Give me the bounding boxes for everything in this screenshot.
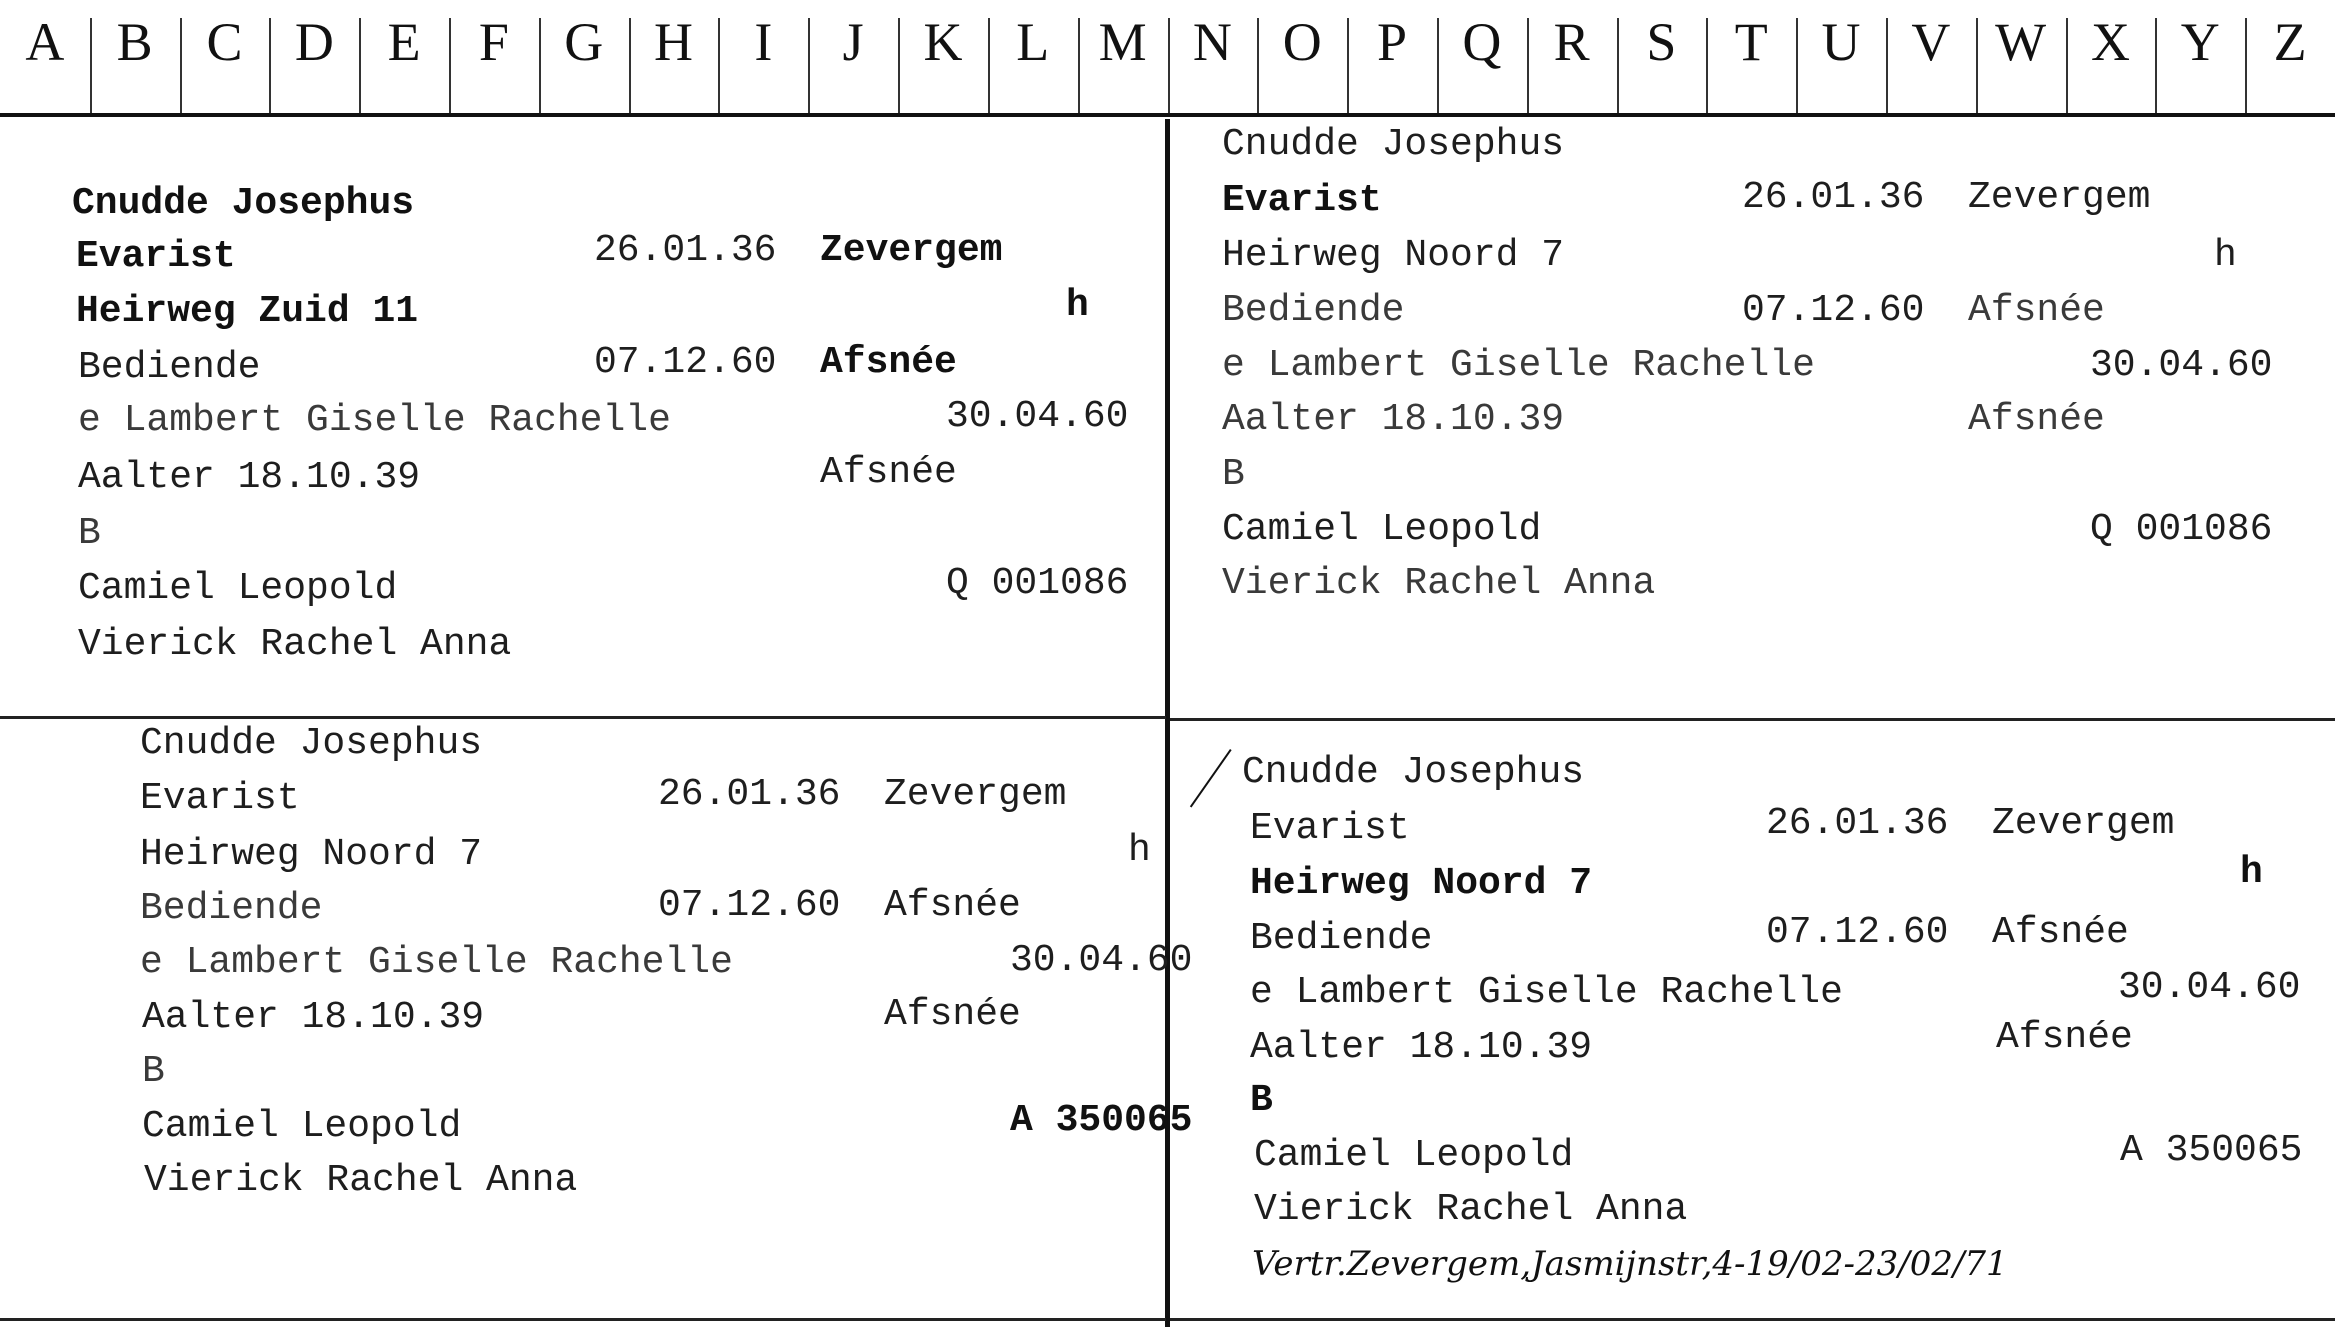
index-letter-g: G [564,12,604,72]
card-mother: Vierick Rachel Anna [1222,562,1656,605]
card-marriage-date: 07.12.60 [1766,911,1949,954]
index-separator [269,18,271,113]
index-separator [1617,18,1619,113]
card-name: Cnudde Josephus [72,182,415,225]
card-code-b: B [78,512,101,555]
card-spouse-birth: 30.04.60 [2118,966,2301,1009]
card-birth-place: Zevergem [1968,176,2151,219]
index-separator [808,18,810,113]
index-letter-t: T [1734,12,1768,72]
card-handwritten-note: Vertr.Zevergem,Jasmijnstr,4-19/02-23/02/71 [1252,1244,2008,1284]
index-separator [629,18,631,113]
index-letter-z: Z [2273,12,2307,72]
card-birth-date: 26.01.36 [1742,176,1925,219]
card-spouse-birth: 30.04.60 [946,395,1129,438]
index-separator [1886,18,1888,113]
index-separator [1437,18,1439,113]
index-letter-b: B [116,12,153,72]
index-separator [1168,18,1170,113]
index-separator [180,18,182,113]
card-name: Cnudde Josephus [1242,751,1585,794]
card-birth-place: Zevergem [884,773,1067,816]
card-birth-date: 26.01.36 [1766,802,1949,845]
index-separator [1078,18,1080,113]
index-card-bottom-right [1170,721,2335,1318]
card-file-number: Q 001086 [2090,508,2273,551]
card-marriage-place: Afsnée [884,884,1021,927]
card-spouse-origin: Aalter 18.10.39 [78,456,421,499]
card-sex: h [2240,851,2263,894]
card-code-b: B [142,1050,165,1093]
index-card-top-left [0,119,1165,716]
index-letter-k: K [923,12,963,72]
index-letter-a: A [25,12,65,72]
card-sex: h [2214,234,2237,277]
index-letter-h: H [654,12,694,72]
card-father: Camiel Leopold [1222,508,1542,551]
card-name: Cnudde Josephus [1222,123,1565,166]
card-spouse-origin: Aalter 18.10.39 [142,996,485,1039]
index-separator [1347,18,1349,113]
card-spouse-place: Afsnée [884,993,1021,1036]
card-spouse-birth: 30.04.60 [2090,344,2273,387]
index-letter-m: M [1098,12,1147,72]
index-letter-q: Q [1462,12,1502,72]
card-bottom-edge-right [1170,1318,2335,1321]
index-letter-d: D [294,12,334,72]
index-letter-r: R [1553,12,1590,72]
index-separator [1796,18,1798,113]
card-occupation: Bediende [140,887,323,930]
card-marriage-date: 07.12.60 [658,884,841,927]
card-spouse: e Lambert Giselle Rachelle [78,399,671,442]
card-spouse-origin: Aalter 18.10.39 [1250,1026,1593,1069]
card-occupation: Bediende [78,346,261,389]
card-name: Cnudde Josephus [140,722,483,765]
index-letter-s: S [1646,12,1677,72]
index-letter-v: V [1911,12,1951,72]
card-spouse: e Lambert Giselle Rachelle [140,941,733,984]
index-separator [898,18,900,113]
index-letter-u: U [1821,12,1861,72]
card-address: Heirweg Zuid 11 [76,290,419,333]
index-letter-o: O [1282,12,1322,72]
card-father: Camiel Leopold [78,567,398,610]
card-address: Heirweg Noord 7 [1222,234,1565,277]
card-given-name: Evarist [140,777,300,820]
card-mother: Vierick Rachel Anna [1254,1188,1688,1231]
index-separator [2066,18,2068,113]
index-letter-j: J [842,12,864,72]
slash-mark [1190,749,1232,807]
card-marriage-place: Afsnée [1992,911,2129,954]
index-separator [1706,18,1708,113]
card-birth-date: 26.01.36 [658,773,841,816]
index-letter-i: I [754,12,773,72]
index-separator [718,18,720,113]
card-spouse-place: Afsnée [1996,1016,2133,1059]
ruler-baseline [0,113,2335,117]
index-separator [539,18,541,113]
card-marriage-date: 07.12.60 [1742,289,1925,332]
index-letter-n: N [1192,12,1232,72]
index-letter-f: F [478,12,509,72]
card-spouse-birth: 30.04.60 [1010,939,1193,982]
index-separator [1527,18,1529,113]
card-spouse-origin: Aalter 18.10.39 [1222,398,1565,441]
card-given-name: Evarist [1222,179,1382,222]
card-file-number: A 350065 [2120,1129,2303,1172]
card-occupation: Bediende [1222,289,1405,332]
card-spouse: e Lambert Giselle Rachelle [1222,344,1815,387]
card-spouse-place: Afsnée [1968,398,2105,441]
card-file-number: Q 001086 [946,562,1129,605]
card-birth-place: Zevergem [1992,802,2175,845]
index-letter-p: P [1376,12,1408,72]
index-separator [90,18,92,113]
index-separator [2245,18,2247,113]
index-separator [1257,18,1259,113]
card-given-name: Evarist [1250,807,1410,850]
index-letter-l: L [1016,12,1050,72]
card-mother: Vierick Rachel Anna [78,623,512,666]
card-bottom-edge-left [0,1318,1166,1321]
card-spouse-place: Afsnée [820,451,957,494]
card-birth-date: 26.01.36 [594,229,777,272]
card-code-b: B [1222,453,1245,496]
card-address: Heirweg Noord 7 [1250,862,1593,905]
index-separator [2155,18,2157,113]
alphabet-index-ruler [0,0,2335,119]
index-card-bottom-left [0,719,1193,1318]
card-marriage-place: Afsnée [820,341,957,384]
card-code-b: B [1250,1079,1273,1122]
index-letter-c: C [206,12,243,72]
index-letter-w: W [1995,12,2047,72]
card-spouse: e Lambert Giselle Rachelle [1250,971,1843,1014]
index-separator [449,18,451,113]
index-separator [1976,18,1978,113]
card-file-number: A 350065 [1010,1099,1193,1142]
index-letter-e: E [387,12,421,72]
card-sex: h [1128,829,1151,872]
card-occupation: Bediende [1250,917,1433,960]
card-sex: h [1066,284,1089,327]
card-birth-place: Zevergem [820,229,1003,272]
card-mother: Vierick Rachel Anna [144,1159,578,1202]
index-letter-x: X [2090,12,2130,72]
card-father: Camiel Leopold [1254,1134,1574,1177]
card-marriage-place: Afsnée [1968,289,2105,332]
card-father: Camiel Leopold [142,1105,462,1148]
card-given-name: Evarist [76,235,236,278]
index-letter-y: Y [2180,12,2220,72]
card-marriage-date: 07.12.60 [594,341,777,384]
index-separator [359,18,361,113]
index-card-top-right [1170,119,2335,718]
card-address: Heirweg Noord 7 [140,833,483,876]
index-separator [988,18,990,113]
